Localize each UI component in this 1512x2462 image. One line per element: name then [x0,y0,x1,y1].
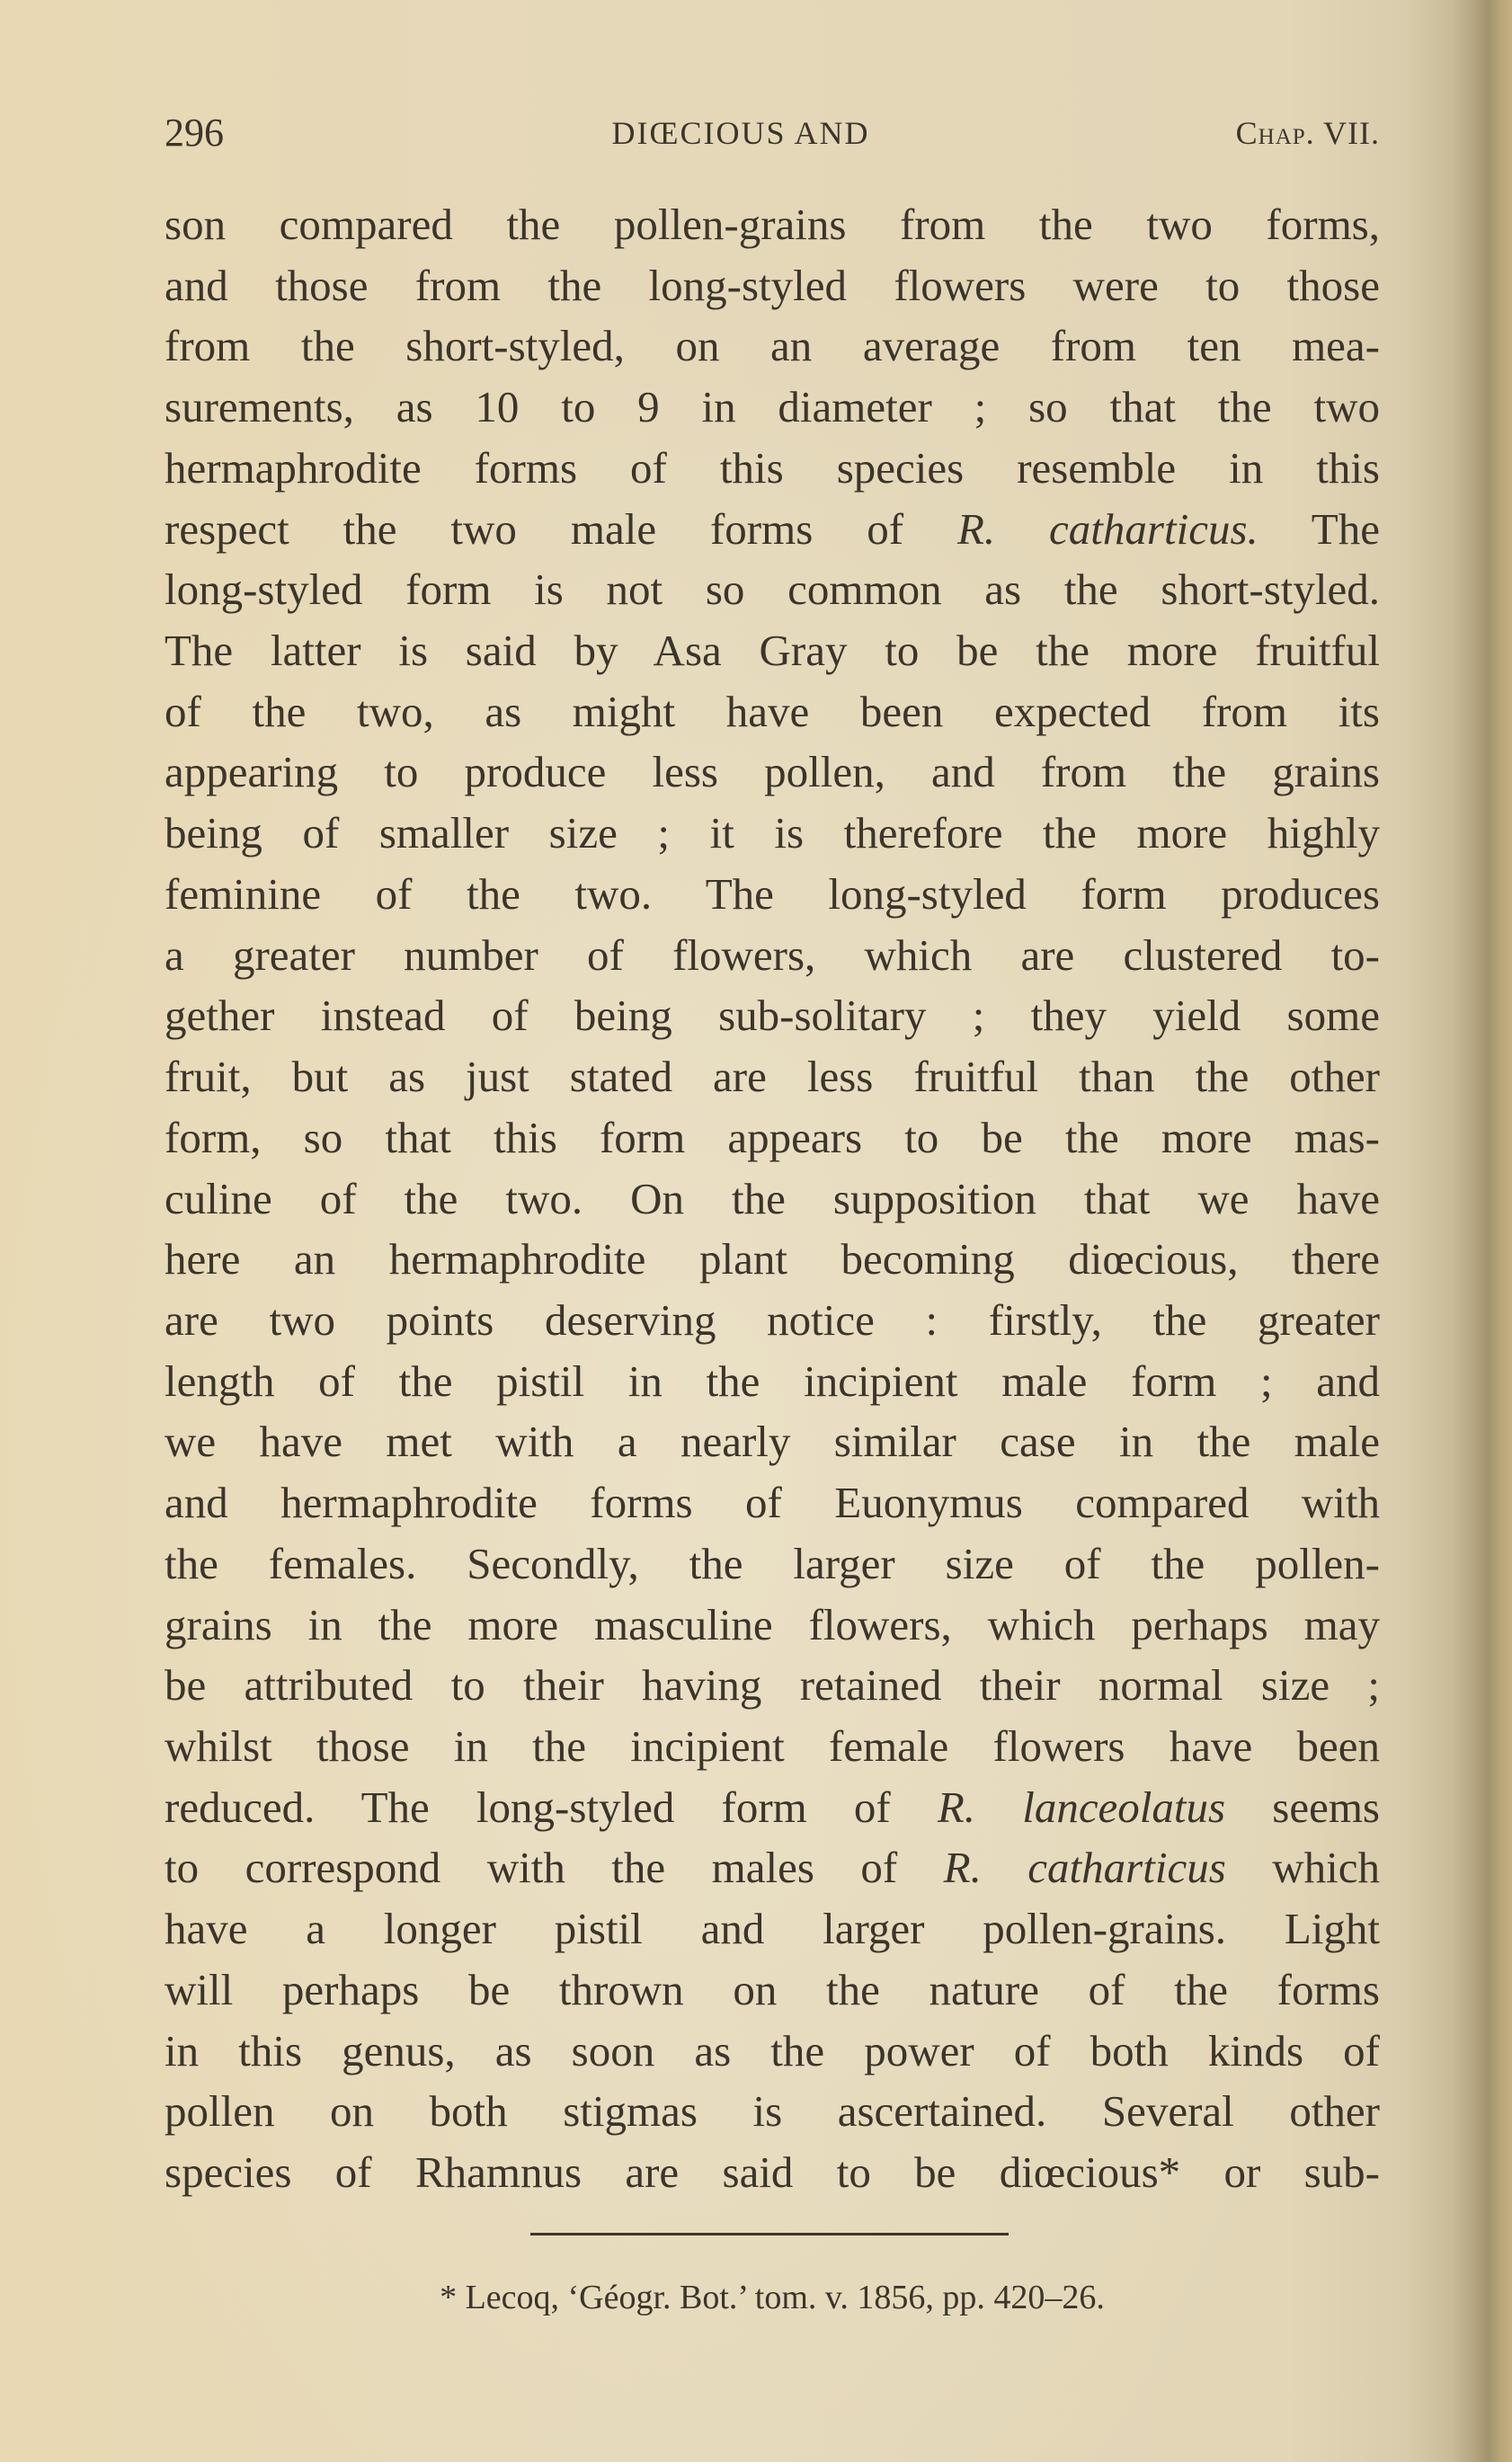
text-run: a greater number of flowers, which are clustered to- [165,929,1380,980]
text-line [165,742,1380,803]
text-line [165,438,1380,499]
text-run: surements, as 10 to 9 in diameter ; so that the two [165,382,1380,432]
text-run: length of the pistil in the incipient male form ; and [165,1355,1380,1406]
text-line [165,1411,1380,1472]
footnote: * Lecoq, ‘Géogr. Bot.’ tom. v. 1856, pp. 420–26. [440,2279,1105,2316]
text-line [165,1533,1380,1595]
running-head [165,106,1380,160]
chapter-label: Chap. VII. [1235,115,1380,151]
text-run: be attributed to their having retained their normal size ; [165,1660,1380,1711]
italic-species-name: R. lanceolatus [937,1782,1226,1832]
text-run: The [1258,503,1380,554]
text-run: fruit, but as just stated are less fruitful than the other [165,1052,1380,1102]
text-line [165,1046,1380,1107]
text-run: respect the two male forms of [165,503,957,554]
text-run: feminine of the two. The long-styled form produces [165,868,1380,919]
text-run: long-styled form is not so common as the short-styled. [165,564,1380,615]
text-run: and those from the long-styled flowers were to those [165,260,1380,310]
footnote-rule [530,2233,1009,2235]
text-line [165,2142,1380,2203]
text-run: The latter is said by Asa Gray to be the more fruitful [165,626,1380,676]
running-title: DIŒCIOUS AND [611,115,870,151]
text-run: to correspond with the males of [165,1843,944,1893]
text-run: species of Rhamnus are said to be diœcious* or sub- [165,2147,1380,2197]
text-line [165,1898,1380,1960]
text-run: and hermaphrodite forms of Euonymus compared with [165,1478,1380,1528]
text-run: form, so that this form appears to be the more mas- [165,1112,1381,1162]
text-line [165,681,1380,742]
text-run: will perhaps be thrown on the nature of the forms [165,1964,1380,2014]
text-run: we have met with a nearly similar case in the male [165,1417,1380,1467]
text-line [165,620,1380,681]
page-number: 296 [165,111,224,155]
text-run: culine of the two. On the supposition that we have [165,1173,1380,1223]
text-line [165,1837,1380,1898]
text-line [165,559,1380,620]
text-run: being of smaller size ; it is therefore the more highly [165,808,1380,858]
text-line [165,1107,1380,1169]
text-line [165,1595,1380,1656]
text-run: pollen on both stigmas is ascertained. Several other [165,2086,1380,2137]
text-line [165,1655,1380,1716]
italic-species-name: R. catharticus [943,1843,1226,1893]
body-text [165,194,1380,2203]
text-line [165,1960,1380,2021]
text-run: have a longer pistil and larger pollen-grains. Light [165,1904,1380,1954]
text-line [165,255,1380,316]
text-line [165,1351,1380,1412]
text-run: whilst those in the incipient female flowers have been [165,1720,1380,1771]
text-line [165,864,1380,925]
text-run: of the two, as might have been expected from its [165,686,1380,736]
text-line [165,2081,1380,2142]
text-line [165,803,1380,864]
text-run: reduced. The long-styled form of [165,1782,938,1832]
text-line [165,1472,1380,1533]
text-run: grains in the more masculine flowers, which perhaps may [165,1599,1380,1649]
text-line [165,1290,1380,1351]
text-run: from the short-styled, on an average from ten mea- [165,321,1380,371]
text-line [165,377,1380,438]
text-line [165,1777,1380,1838]
text-run: gether instead of being sub-solitary ; they yield some [165,991,1380,1041]
text-line [165,499,1380,560]
text-line [165,1169,1380,1230]
text-line [165,316,1380,377]
text-run: seems [1225,1782,1381,1832]
text-line [165,1716,1380,1777]
text-run: are two points deserving notice : firstly, the greater [165,1294,1380,1345]
text-line [165,194,1380,255]
text-run: here an hermaphrodite plant becoming diœcious, there [165,1234,1380,1284]
text-run: son compared the pollen-grains from the two forms, [165,200,1381,249]
text-line [165,925,1380,986]
text-run: which [1225,1843,1380,1893]
text-run: appearing to produce less pollen, and from the grains [165,747,1380,797]
text-run: in this genus, as soon as the power of both kinds of [165,2025,1380,2075]
italic-species-name: R. catharticus. [956,503,1259,554]
text-run: hermaphrodite forms of this species resemble in this [165,442,1380,493]
text-line [165,985,1380,1046]
text-line [165,2021,1380,2082]
text-line [165,1229,1380,1290]
text-run: the females. Secondly, the larger size of the pollen- [165,1538,1380,1588]
